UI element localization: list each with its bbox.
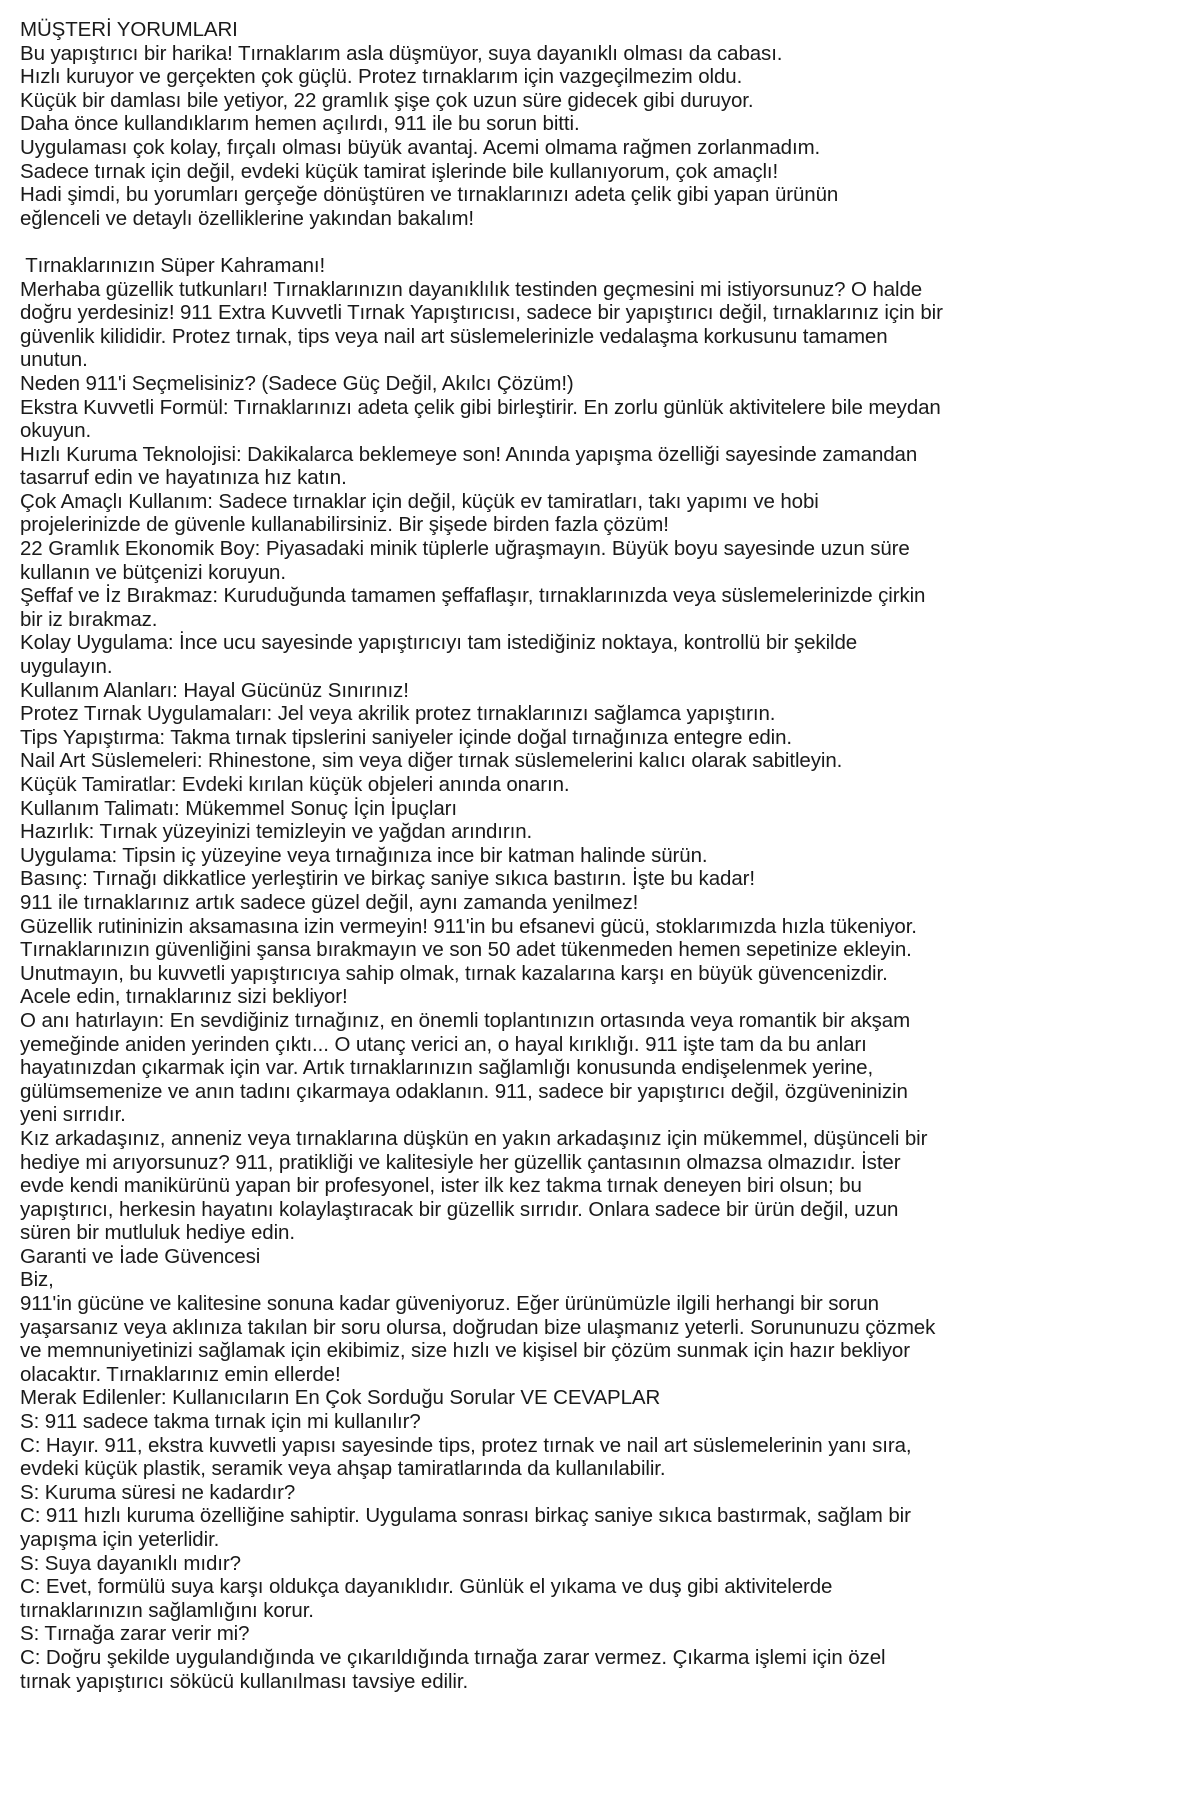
section-body-line: Hızlı Kuruma Teknolojisi: Dakikalarca beklemeye son! Anında yapışma özelliği sayesinde zamandan: [20, 442, 918, 466]
section-body-line: Protez Tırnak Uygulamaları: Jel veya akrilik protez tırnaklarınızı sağlamca yapıştırın.: [20, 702, 776, 726]
section-faq: [20, 1386, 1200, 1693]
section-body-line: süren bir mutluluk hediye edin.: [20, 1221, 295, 1245]
section-body-line: tırnak yapıştırıcı sökücü kullanılması tavsiye edilir.: [20, 1669, 469, 1693]
section-body-line: Daha önce kullandıklarım hemen açılırdı, 911 ile bu sorun bitti.: [20, 112, 580, 136]
section-body-line: ve memnuniyetinizi sağlamak için ekibimiz, size hızlı ve kişisel bir çözüm sunmak için hazır bekliyor: [20, 1339, 910, 1363]
section-body-line: S: 911 sadece takma tırnak için mi kullanılır?: [20, 1410, 421, 1434]
section-heading-line: Merak Edilenler: Kullanıcıların En Çok Sorduğu Sorular VE CEVAPLAR: [20, 1386, 661, 1410]
section-body-line: C: 911 hızlı kuruma özelliğine sahiptir. Uygulama sonrası birkaç saniye sıkıca bastırmak, sağlam bir: [20, 1504, 911, 1528]
section-gift: [20, 1127, 1200, 1245]
section-body-line: Tips Yapıştırma: Takma tırnak tipslerini saniyeler içinde doğal tırnağınıza entegre edin.: [20, 725, 793, 749]
section-body-line: C: Evet, formülü suya karşı oldukça dayanıklıdır. Günlük el yıkama ve duş gibi aktivitelerde: [20, 1575, 833, 1599]
section-body-line: tırnaklarınızın sağlamlığını korur.: [20, 1598, 314, 1622]
section-body-line: uygulayın.: [20, 655, 113, 679]
section-body-line: kullanın ve bütçenizi koruyun.: [20, 560, 286, 584]
section-body-line: unutun.: [20, 348, 88, 372]
section-body-line: olacaktır. Tırnaklarınız emin ellerde!: [20, 1362, 341, 1386]
section-body-line: Kolay Uygulama: İnce ucu sayesinde yapıştırıcıyı tam istediğiniz noktaya, kontrollü bir şekilde: [20, 631, 858, 655]
section-body-line: C: Hayır. 911, ekstra kuvvetli yapısı sayesinde tips, protez tırnak ve nail art süslemelerinin yanı sıra,: [20, 1433, 912, 1457]
section-body-line: evdeki küçük plastik, seramik veya ahşap tamiratlarında da kullanılabilir.: [20, 1457, 666, 1481]
section-body-line: Hazırlık: Tırnak yüzeyinizi temizleyin ve yağdan arındırın.: [20, 820, 533, 844]
section-body-line: S: Tırnağa zarar verir mi?: [20, 1622, 250, 1646]
section-heading-line: Tırnaklarınızın Süper Kahramanı!: [20, 253, 326, 277]
section-body-line: hediye mi arıyorsunuz? 911, pratikliği ve kalitesiyle her güzellik çantasının olmazsa olmazıdır. İster: [20, 1150, 901, 1174]
section-heading-line: MÜŞTERİ YORUMLARI: [20, 18, 238, 41]
section-body-line: 911'in gücüne ve kalitesine sonuna kadar güveniyoruz. Eğer ürünümüzle ilgili herhangi bir sorun: [20, 1292, 879, 1316]
section-body-line: C: Doğru şekilde uygulandığında ve çıkarıldığında tırnağa zarar vermez. Çıkarma işlemi için özel: [20, 1645, 886, 1669]
section-body-line: gülümsemenize ve anın tadını çıkarmaya odaklanın. 911, sadece bir yapıştırıcı değil, özgüveninizin: [20, 1079, 908, 1103]
section-body-line: Küçük Tamiratlar: Evdeki kırılan küçük objeleri anında onarın.: [20, 773, 570, 796]
section-body-line: Küçük bir damlası bile yetiyor, 22 gramlık şişe çok uzun süre gidecek gibi duruyor.: [20, 88, 754, 112]
document-text-content: [20, 18, 1200, 1693]
section-heading-line: Kız arkadaşınız, anneniz veya tırnaklarına düşkün en yakın arkadaşınız için mükemmel, düşünceli bir: [20, 1126, 928, 1150]
section-instructions: [20, 797, 1200, 915]
section-body-line: S: Suya dayanıklı mıdır?: [20, 1551, 241, 1575]
section-heading-line: Garanti ve İade Güvencesi: [20, 1244, 261, 1268]
section-heading-line: Neden 911'i Seçmelisiniz? (Sadece Güç Değil, Akılcı Çözüm!): [20, 371, 574, 395]
section-heading-line: Kullanım Talimatı: Mükemmel Sonuç İçin İpuçları: [20, 796, 457, 820]
paragraph-spacer: [20, 230, 1200, 254]
section-body-line: Merhaba güzellik tutkunları! Tırnaklarınızın dayanıklılık testinden geçmesini mi istiyorsunuz? O halde: [20, 277, 923, 301]
section-body-line: yaşarsanız veya aklınıza takılan bir soru olursa, doğrudan bize ulaşmanız yeterli. Sorununuzu çözmek: [20, 1315, 936, 1339]
section-body-line: Basınç: Tırnağı dikkatlice yerleştirin ve birkaç saniye sıkıca bastırın. İşte bu kadar!: [20, 867, 755, 891]
section-intro: [20, 254, 1200, 372]
section-body-line: yeni sırrıdır.: [20, 1103, 126, 1127]
section-body-line: Hızlı kuruyor ve gerçekten çok güçlü. Protez tırnaklarım için vazgeçilmezim oldu.: [20, 65, 743, 89]
section-urgency: [20, 915, 1200, 1009]
section-body-line: Hadi şimdi, bu yorumları gerçeğe dönüştüren ve tırnaklarınızı adeta çelik gibi yapan ürünün: [20, 183, 839, 207]
section-body-line: evde kendi manikürünü yapan bir profesyonel, ister ilk kez takma tırnak deneyen biri olsun; bu: [20, 1174, 862, 1198]
section-body-line: 22 Gramlık Ekonomik Boy: Piyasadaki minik tüplerle uğraşmayın. Büyük boyu sayesinde uzun süre: [20, 537, 910, 561]
section-body-line: bir iz bırakmaz.: [20, 607, 158, 631]
section-heading-line: Güzellik rutininizin aksamasına izin vermeyin! 911'in bu efsanevi gücü, stoklarımızda hızla tükeniyor.: [20, 914, 917, 938]
section-body-line: Uygulama: Tipsin iç yüzeyine veya tırnağınıza ince bir katman halinde sürün.: [20, 843, 708, 867]
section-body-line: yapıştırıcı, herkesin hayatını kolaylaştıracak bir güzellik sırrıdır. Onlara sadece bir ürün değil, uzun: [20, 1197, 899, 1221]
section-heading-line: O anı hatırlayın: En sevdiğiniz tırnağınız, en önemli toplantınızın ortasında veya romantik bir akşam: [20, 1008, 911, 1032]
section-body-line: projelerinizde de güvenle kullanabilirsiniz. Bir şişede birden fazla çözüm!: [20, 513, 669, 537]
section-body-line: Bu yapıştırıcı bir harika! Tırnaklarım asla düşmüyor, suya dayanıklı olması da cabası.: [20, 41, 783, 65]
section-body-line: Ekstra Kuvvetli Formül: Tırnaklarınızı adeta çelik gibi birleştirir. En zorlu günlük aktivitelere bile meydan: [20, 395, 941, 419]
section-body-line: Biz,: [20, 1268, 54, 1292]
section-heading-line: Kullanım Alanları: Hayal Gücünüz Sınırınız!: [20, 678, 409, 702]
section-why-911: [20, 372, 1200, 679]
section-body-line: Tırnaklarınızın güvenliğini şansa bırakmayın ve son 50 adet tükenmeden hemen sepetinize ekleyin.: [20, 938, 912, 962]
section-story: [20, 1009, 1200, 1127]
section-use-areas: [20, 679, 1200, 797]
section-body-line: yemeğinde aniden yerinden çıktı... O utanç verici an, o hayal kırıklığı. 911 işte tam da bu anları: [20, 1032, 867, 1056]
section-body-line: Sadece tırnak için değil, evdeki küçük tamirat işlerinde bile kullanıyorum, çok amaçlı!: [20, 159, 779, 183]
section-body-line: hayatınızdan çıkarmak için var. Artık tırnaklarınızın sağlamlığı konusunda endişelenmek yerine,: [20, 1056, 874, 1080]
section-body-line: Unutmayın, bu kuvvetli yapıştırıcıya sahip olmak, tırnak kazalarına karşı en büyük güvencenizdir.: [20, 961, 888, 985]
section-body-line: Acele edin, tırnaklarınız sizi bekliyor!: [20, 985, 348, 1009]
section-body-line: Şeffaf ve İz Bırakmaz: Kuruduğunda tamamen şeffaflaşır, tırnaklarınızda veya süslemelerinizde çirkin: [20, 584, 926, 608]
section-body-line: Uygulaması çok kolay, fırçalı olması büyük avantaj. Acemi olmama rağmen zorlanmadım.: [20, 135, 821, 159]
section-body-line: doğru yerdesiniz! 911 Extra Kuvvetli Tırnak Yapıştırıcısı, sadece bir yapıştırıcı değil, tırnaklarınız için bir: [20, 301, 943, 325]
section-body-line: S: Kuruma süresi ne kadardır?: [20, 1480, 296, 1504]
section-body-line: okuyun.: [20, 419, 92, 443]
section-body-line: güvenlik kilididir. Protez tırnak, tips veya nail art süslemelerinizle vedalaşma korkusunu tamamen: [20, 324, 888, 348]
section-body-line: 911 ile tırnaklarınız artık sadece güzel değil, aynı zamanda yenilmez!: [20, 890, 639, 914]
section-customer-reviews: [20, 18, 1200, 230]
section-body-line: yapışma için yeterlidir.: [20, 1528, 220, 1551]
section-warranty: [20, 1245, 1200, 1387]
section-body-line: eğlenceli ve detaylı özelliklerine yakından bakalım!: [20, 206, 475, 230]
section-body-line: Nail Art Süslemeleri: Rhinestone, sim veya diğer tırnak süslemelerini kalıcı olarak sabitleyin.: [20, 749, 843, 773]
section-body-line: tasarruf edin ve hayatınıza hız katın.: [20, 466, 347, 490]
section-body-line: Çok Amaçlı Kullanım: Sadece tırnaklar için değil, küçük ev tamiratları, takı yapımı ve hobi: [20, 489, 819, 513]
